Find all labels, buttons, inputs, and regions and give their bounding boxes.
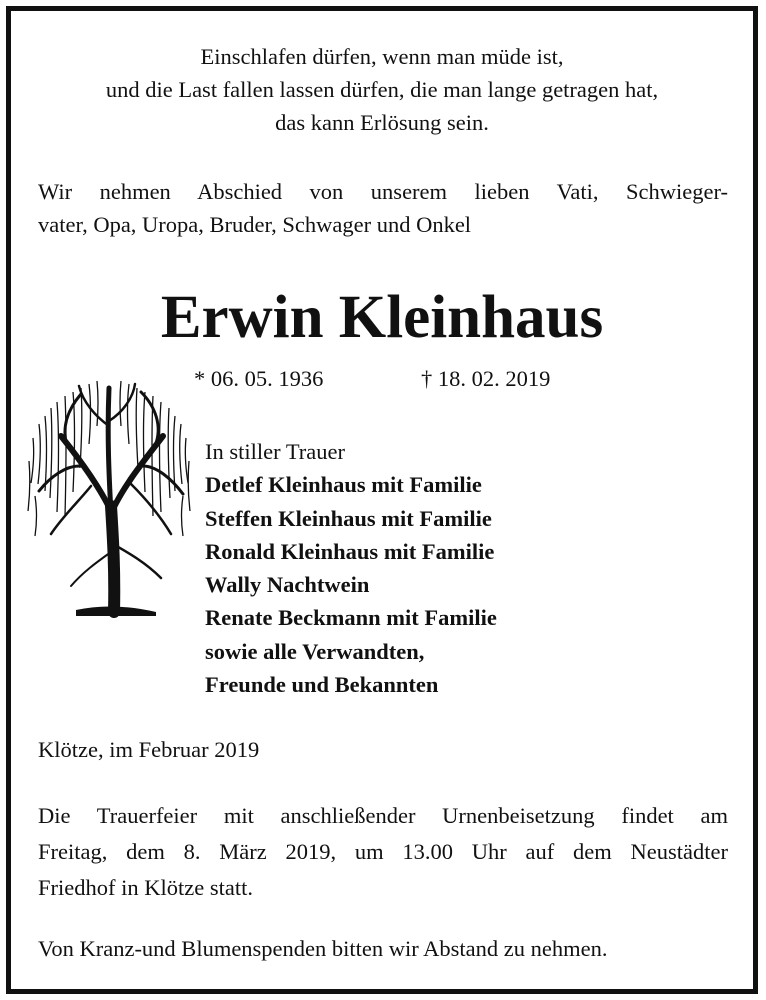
farewell-intro	[38, 175, 728, 241]
motto-line: Einschlafen dürfen, wenn man müde ist,	[200, 44, 564, 69]
service-line: Freitag, dem 8. März 2019, um 13.00 Uhr auf dem Neustädter	[38, 839, 728, 864]
mourner-name: Steffen Kleinhaus mit Familie	[205, 505, 492, 531]
mourner-name: Detlef Kleinhaus mit Familie	[205, 472, 482, 498]
intro-line: Wir nehmen Abschied von unserem lieben Vati, Schwieger-	[38, 179, 728, 204]
mourner-name: Ronald Kleinhaus mit Familie	[205, 538, 495, 564]
service-line: Die Trauerfeier mit anschließender Urnenbeisetzung findet am	[38, 803, 728, 828]
motto-line: und die Last fallen lassen dürfen, die man lange getragen hat,	[105, 77, 659, 102]
motto-verse	[11, 40, 753, 139]
mourning-heading: In stiller Trauer	[205, 439, 345, 464]
death-date: † 18. 02. 2019	[421, 366, 551, 391]
mourners-block	[205, 435, 497, 701]
mourner-name: Wally Nachtwein	[205, 572, 370, 598]
service-line: Friedhof in Klötze statt.	[38, 875, 253, 900]
deceased-name: Erwin Kleinhaus	[160, 284, 604, 351]
mourner-name: Renate Beckmann mit Familie	[205, 605, 497, 631]
weeping-willow-icon	[21, 366, 191, 624]
intro-line: vater, Opa, Uropa, Bruder, Schwager und Onkel	[38, 212, 472, 237]
mourner-name: sowie alle Verwandten,	[205, 638, 425, 664]
funeral-service-notice	[38, 798, 728, 906]
place-and-date: Klötze, im Februar 2019	[38, 737, 260, 762]
birth-date: * 06. 05. 1936	[194, 366, 324, 391]
obituary-frame	[6, 6, 758, 994]
motto-line: das kann Erlösung sein.	[275, 110, 489, 135]
donation-note: Von Kranz-und Blumenspenden bitten wir Abstand zu nehmen.	[38, 936, 608, 961]
mourner-name: Freunde und Bekannten	[205, 672, 439, 698]
